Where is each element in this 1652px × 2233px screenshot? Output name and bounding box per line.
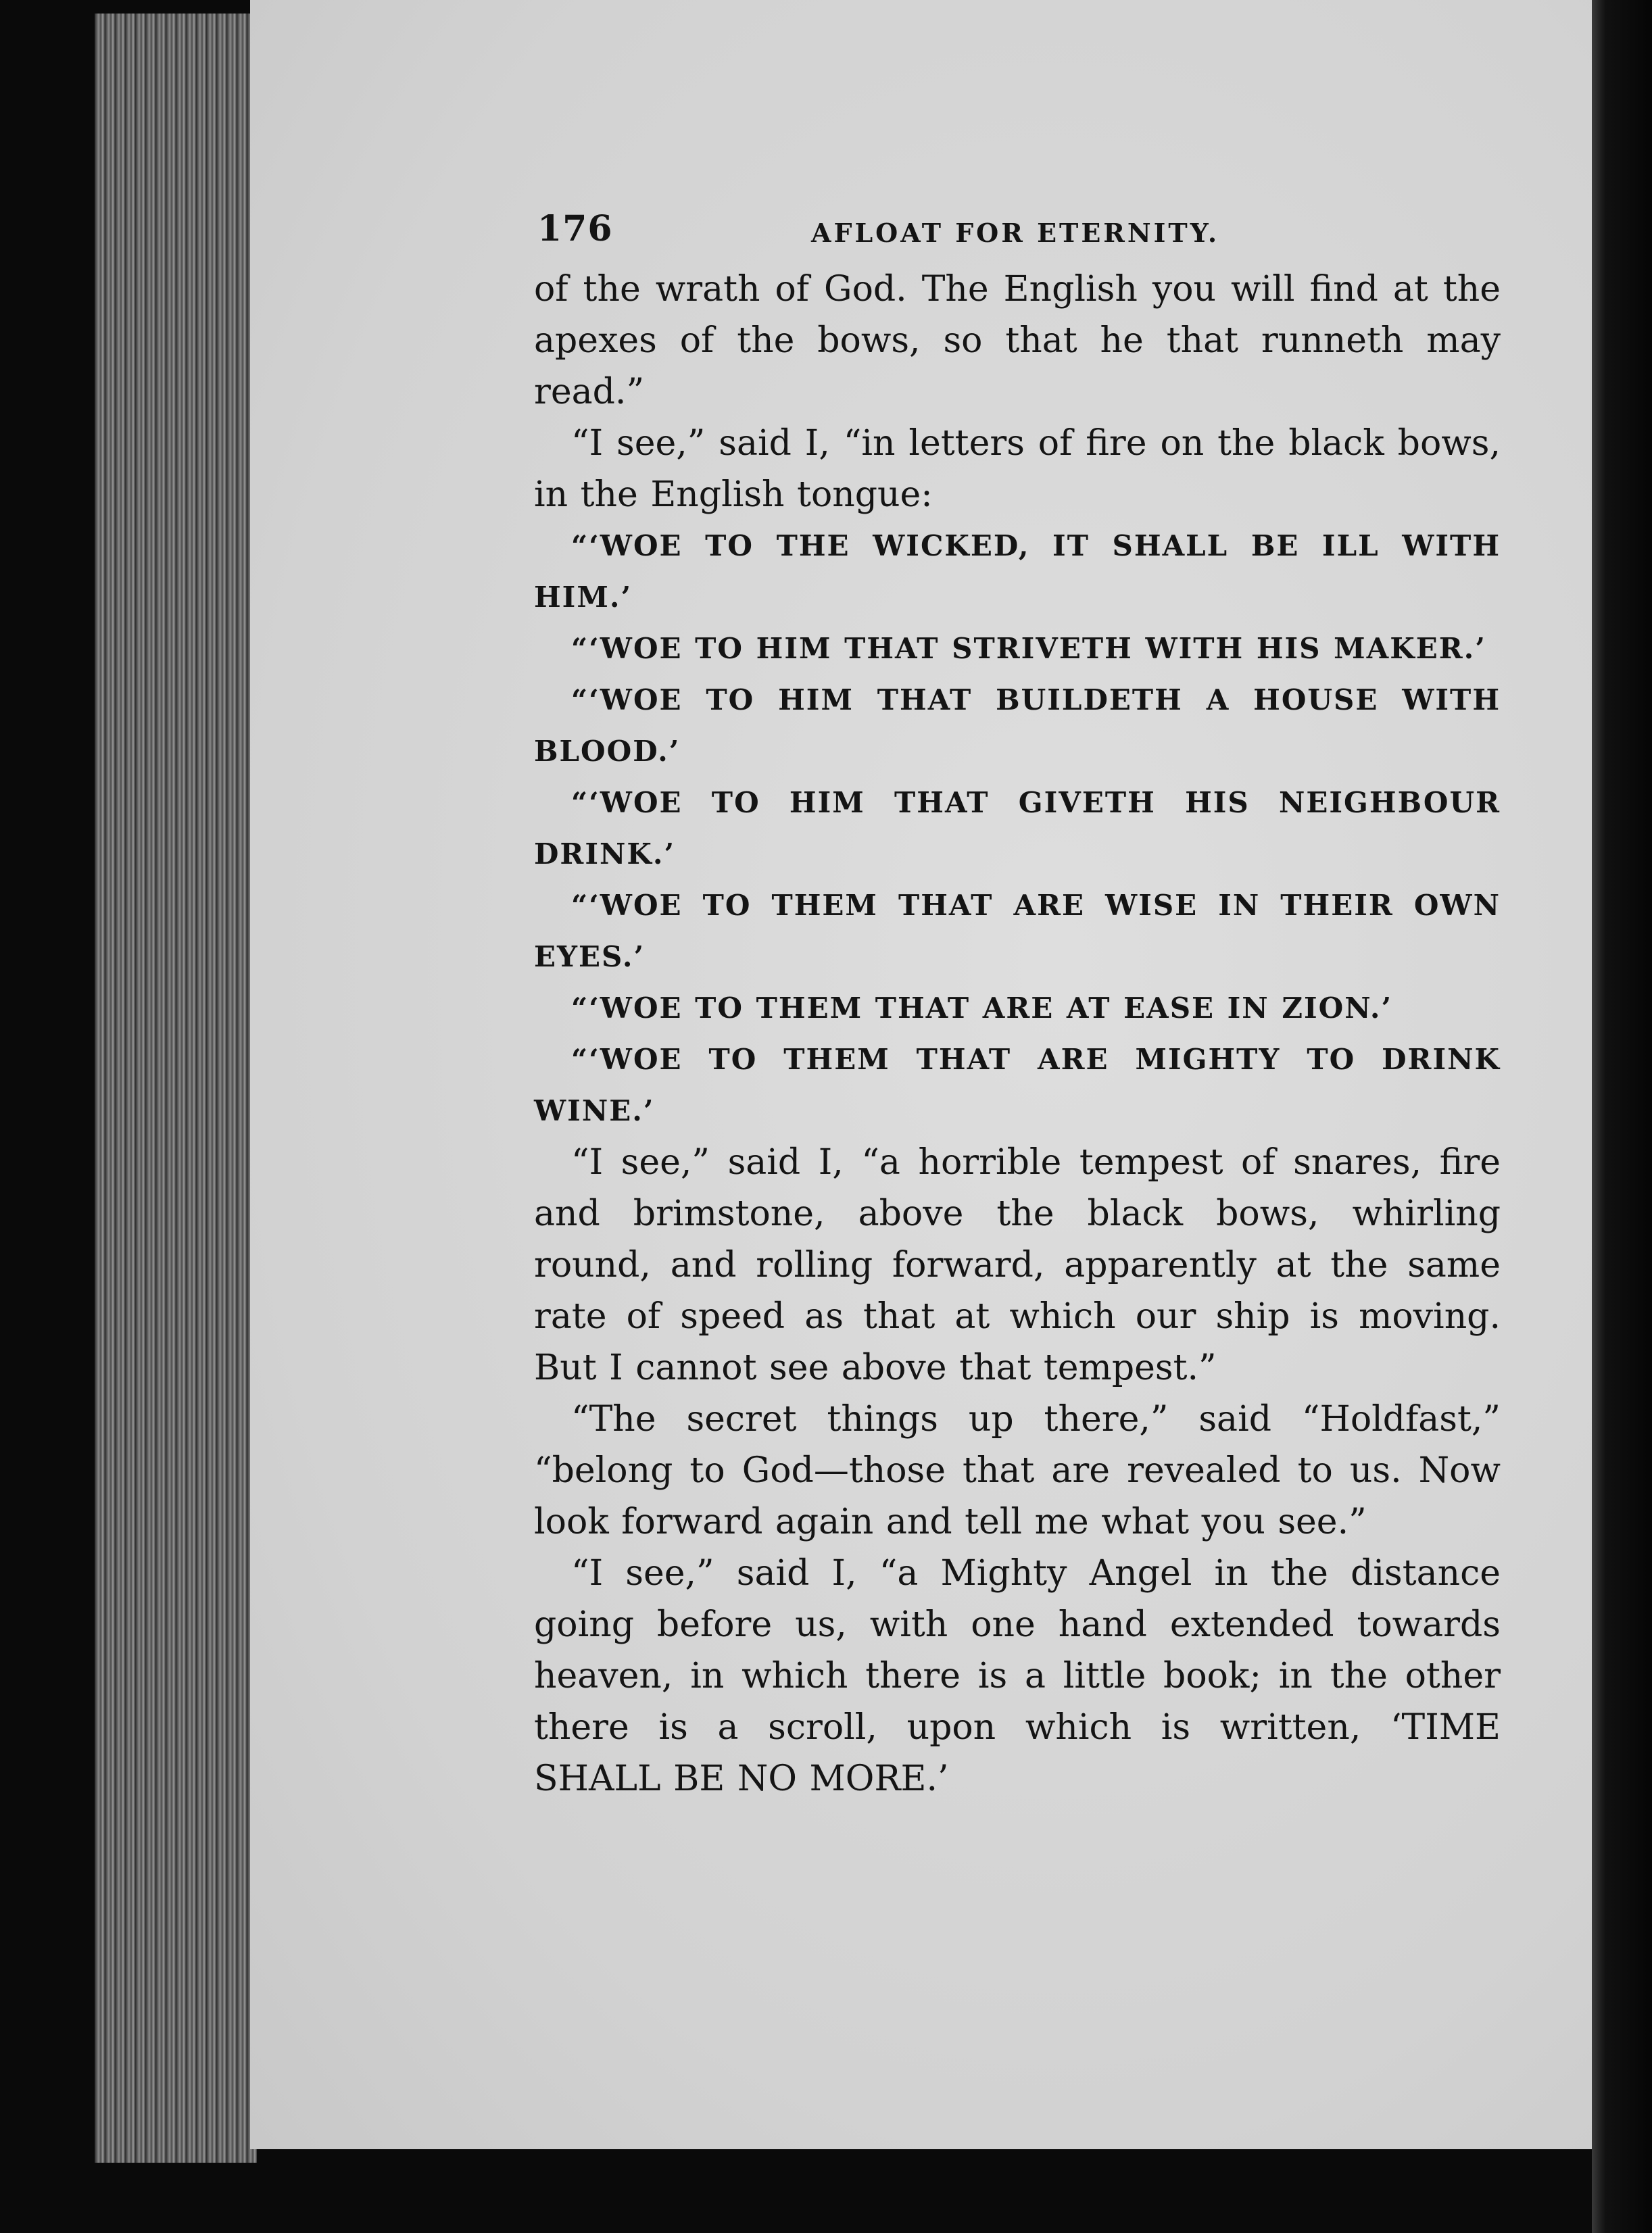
woe-line: “‘WOE TO THE WICKED, IT SHALL BE ILL WITH HIM.’ xyxy=(534,529,1501,614)
page-edges xyxy=(95,14,257,2163)
woe-line: “‘WOE TO THEM THAT ARE AT EASE IN ZION.’ xyxy=(571,991,1393,1025)
paragraph: “I see,” said I, “in letters of fire on the black bows, in the English tongue: xyxy=(534,423,1501,515)
binding-shadow xyxy=(1592,0,1652,2233)
running-title: AFLOAT FOR ETERNITY. xyxy=(811,218,1220,248)
paragraph: “I see,” said I, “a Mighty Angel in the distance going before us, with one hand extended towards heaven, in which there is a little book; in the other there is a scroll, upon which is written, ‘TIME SHALL BE NO MORE.’ xyxy=(534,1553,1501,1799)
text-block xyxy=(534,203,1501,1805)
paragraph: of the wrath of God. The English you will find at the apexes of the bows, so that he that runneth may read.” xyxy=(534,269,1501,412)
paragraph: “The secret things up there,” said “Holdfast,” “belong to God—those that are revealed to us. Now look forward again and tell me what you see.” xyxy=(534,1399,1501,1542)
woe-line: “‘WOE TO THEM THAT ARE MIGHTY TO DRINK WINE.’ xyxy=(534,1043,1501,1127)
page-number: 176 xyxy=(537,208,613,249)
woe-line: “‘WOE TO HIM THAT BUILDETH A HOUSE WITH BLOOD.’ xyxy=(534,683,1501,768)
woe-line: “‘WOE TO HIM THAT STRIVETH WITH HIS MAKER.’ xyxy=(571,632,1486,665)
running-head xyxy=(534,203,1501,264)
woe-line: “‘WOE TO THEM THAT ARE WISE IN THEIR OWN EYES.’ xyxy=(534,889,1501,973)
woe-line: “‘WOE TO HIM THAT GIVETH HIS NEIGHBOUR DRINK.’ xyxy=(534,786,1501,870)
body-text xyxy=(534,264,1501,1805)
paragraph: “I see,” said I, “a horrible tempest of snares, fire and brimstone, above the black bows, whirling round, and rolling forward, apparently at the same rate of speed as that at which our ship is moving. But I cannot see above that tempest.” xyxy=(534,1142,1501,1388)
